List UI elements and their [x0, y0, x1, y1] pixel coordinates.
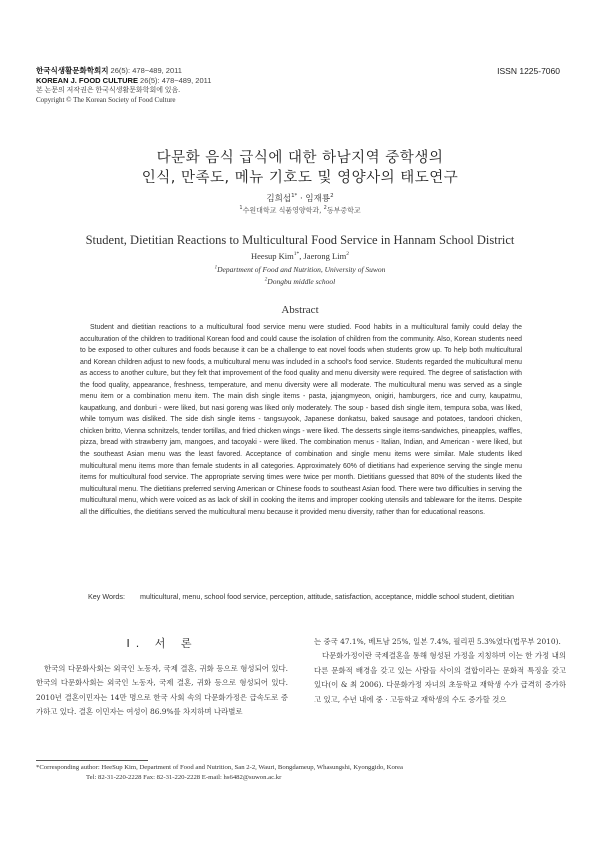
issn: ISSN 1225-7060 — [497, 66, 560, 76]
journal-kr-name: 한국식생활문화학회지 — [36, 66, 109, 75]
journal-kr-line — [36, 66, 336, 76]
title-kr-line-2: 인식, 만족도, 메뉴 기호도 및 영양사의 태도연구 — [141, 170, 459, 186]
keywords — [88, 591, 528, 602]
footnote-divider — [36, 760, 148, 761]
title-en: Student, Dietitian Reactions to Multicultural Food Service in Hannam School District — [85, 233, 515, 247]
affiliation-kr — [0, 205, 600, 215]
affil-kr-sup-1: 1 — [239, 205, 243, 211]
intro-right-para-1: 는 중국 47.1%, 베트남 25%, 일본 7.4%, 필리핀 5.3%였다(법무부 2010). — [314, 637, 561, 646]
author-en-1-sup: 1* — [293, 251, 300, 258]
author-en-2: , Jaerong Lim — [299, 251, 347, 261]
footnote — [36, 763, 576, 783]
journal-header — [36, 66, 336, 105]
intro-right-para-2: 다문화가정이란 국제결혼을 통해 형성된 가정을 지칭하며 이는 한 가정 내의 다른 문화적 배경을 갖고 있는 사람들 사이의 결합이라는 문화적 특징을 갖고 있다(이 & 최 2006). 다문화가정 자녀의 초등학교 재학생 수가 급격히 증가하고 있고, 수년 내에 중 · 고등학교 재학생의 수도 증가할 것으 — [314, 651, 566, 704]
copyright-note-kr: 본 논문의 저작권은 한국식생활문화학회에 있음. — [36, 86, 180, 94]
affil-en-sup-2: 2 — [264, 277, 268, 283]
affil-kr-2: 동부중학교 — [326, 206, 361, 215]
journal-kr-volume: 26(5): 478~489, 2011 — [110, 66, 182, 75]
authors-kr — [0, 192, 600, 204]
intro-right-column — [314, 635, 566, 707]
intro-left-column: 한국의 다문화사회는 외국인 노동자, 국제 결혼, 귀화 등으로 형성되어 있다. 한국의 다문화사회는 외국인 노동자, 국제 결혼, 귀화 등으로 형성되어 있다. 2010년 결혼이민자는 14만 명으로 한국 사회 속의 다문화가정은 급속도로 증가하고 있다. 결혼 이민자는 여성이 86.9%를 차지하며 나라별로 — [36, 664, 288, 717]
journal-en-line — [36, 76, 336, 86]
journal-en-volume: 26(5): 478~489, 2011 — [140, 76, 212, 85]
affil-en-line-1: Department of Food and Nutrition, University of Suwon — [217, 265, 386, 274]
copyright-line: Copyright © The Korean Society of Food Culture — [36, 95, 176, 104]
affiliation-en-2 — [0, 277, 600, 286]
journal-en-name: KOREAN J. FOOD CULTURE — [36, 76, 138, 85]
affil-en-sup-1: 1 — [214, 265, 218, 271]
title-kr-line-1: 다문화 음식 급식에 대한 하남지역 중학생의 — [156, 150, 444, 166]
section-title-introduction: I. 서 론 — [126, 637, 198, 650]
author-en-1: Heesup Kim — [251, 251, 294, 261]
affiliation-en-1 — [0, 265, 600, 274]
author-kr-1: 김희섭 — [266, 194, 292, 204]
authors-en — [0, 251, 600, 261]
author-kr-2: · 임재룡 — [297, 194, 331, 204]
footnote-line-1: *Corresponding author: HeeSup Kim, Department of Food and Nutrition, San 2-2, Wauri, Bongdameup, Whasungshi, Kyonggido, Korea — [36, 764, 403, 771]
author-kr-1-sup: 1* — [291, 193, 298, 200]
affil-en-line-2: Dongbu middle school — [267, 277, 336, 286]
author-kr-2-sup: 2 — [330, 193, 334, 200]
abstract-heading: Abstract — [281, 304, 319, 316]
keywords-text: multicultural, menu, school food service, perception, attitude, satisfaction, acceptance, middle school student, dietitian — [140, 592, 514, 601]
author-en-2-sup: 2 — [346, 251, 349, 258]
abstract-body: Student and dietitian reactions to a multicultural food service menu were studied. Food habits in a multicultural family could delay the acculturation of the children to traditional Korean food and could cause the isolation of children from the community. Also, Korean students need to be exposed to other cultures and foods because it can be a challenge to eat novel foods when students grow up. To help both multicultural and Korean children adjust to new foods, a multicultural menu was included in a school's food service. Students regarded the multicultural menu as access to another culture, but they felt that improvement of the food quality and menu diversity were required. The degree of satisfaction with the food quality, appearance, freshness, temperature, and menu diversity were all moderate. The multicultural menu was served as a single menu item or a combination menu item. The main dish single items - pasta, jajangmyeon, onigiri, hamburgers, rice and curry, kaupatmu, kaupatkung, and donburi - were liked, but nasi goreng was liked only moderately. The soup - based dish single item, tempura soba, was liked, while tomyum was disliked. The side dish single items - tangsuyook, Japanese donkatsu, baked sausage and potatoes, tandoori chicken, chicken britto, Vienna schnitzels, tender tortillas, and fried chicken wings - were liked. The desserts single items-sandwiches, pineapples, waffles, pizza, bread with strawberry jam, mangoes, and tacoyaki - were liked. The combination menus - Italian, Indian, and American - were liked, but the southeast Asian menu was the least favored. Acceptance of combination and single menu items were similar. Male students liked multicultural menu items more than female students in all categories. Approximately 60% of dietitians had experience serving the single menu items for multicultural food service. The appropriate serving times were twice per month. Dietitians guessed that 80% of the students liked the multicultural menu. The dietitians preferred serving American or Chinese foods to southeast Asian food. There were two difficulties in serving the multicultural menu, which were voiced as as lack of skill in cooking the items and improper cooking utensils and tableware for the items. Despite all the difficulties, the dietitians served the multicultural menu because it provided menu diversity, rather than for educational reasons. — [80, 324, 522, 516]
affil-kr-1: 수원대학교 식품영양학과, — [242, 206, 324, 215]
affil-kr-sup-2: 2 — [323, 205, 327, 211]
keywords-label: Key Words: — [88, 592, 126, 601]
footnote-line-2: Tel: 82-31-220-2228 Fax: 82-31-220-2228 E-mail: hs6482@suwon.ac.kr — [86, 774, 282, 781]
